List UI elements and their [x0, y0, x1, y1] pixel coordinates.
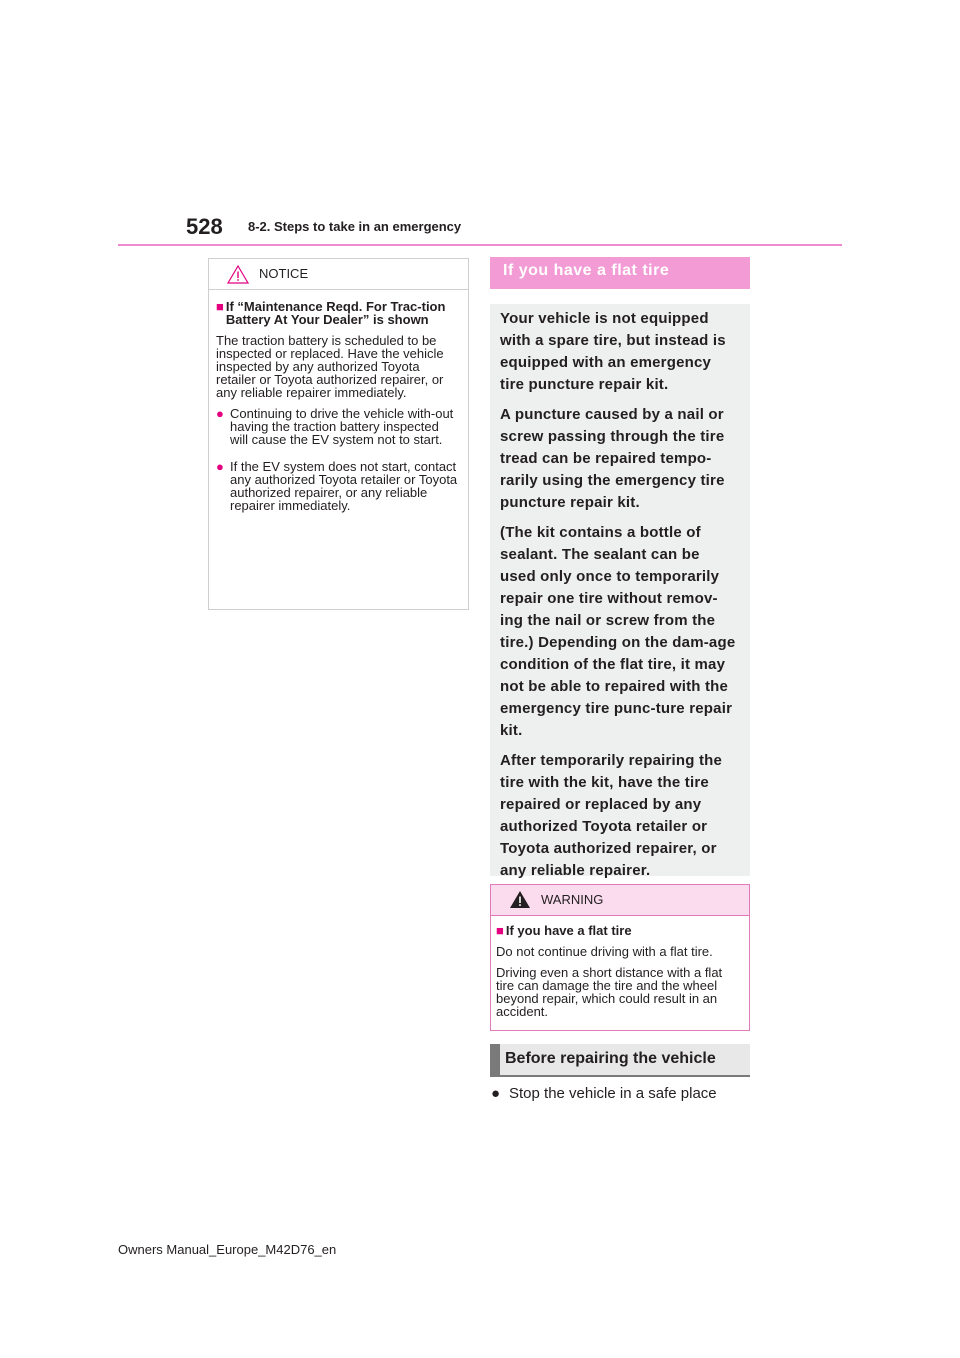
- footer-doc-id: Owners Manual_Europe_M42D76_en: [118, 1242, 337, 1257]
- notice-paragraph: The traction battery is scheduled to be inspected or replaced. Have the vehicle inspected by any authorized Toyota retailer or Toyota authorized repairer, or any reliable repairer immediately.: [216, 333, 444, 400]
- warning-title: WARNING: [541, 892, 604, 907]
- before-repair-heading: Before repairing the vehicle: [490, 1044, 750, 1077]
- header-rule: [118, 244, 842, 246]
- notice-header: [209, 259, 468, 290]
- notice-box: [208, 258, 469, 610]
- warning-header: [491, 885, 749, 916]
- round-bullet-icon: ●: [216, 459, 224, 474]
- info-paragraph: After temporarily repairing the tire with the kit, have the tire repaired or replaced by any authorized Toyota retailer or Toyota authorized repairer, or any reliable repairer.: [500, 752, 723, 879]
- notice-bullet: ● If the EV system does not start, contact any authorized Toyota retailer or Toyota authorized repairer, or any reliable repairer immediately.: [216, 459, 458, 513]
- warning-triangle-icon: [509, 890, 531, 909]
- notice-heading: ■ If “Maintenance Reqd. For Trac-tion Battery At Your Dealer” is shown: [216, 299, 446, 327]
- flat-tire-banner: If you have a flat tire: [490, 257, 750, 289]
- square-bullet-icon: ■: [216, 299, 224, 314]
- info-paragraph: A puncture caused by a nail or screw passing through the tire tread can be repaired tempo-rarily using the emergency tire puncture repair kit.: [500, 406, 725, 511]
- info-paragraph: Your vehicle is not equipped with a spare tire, but instead is equipped with an emergency tire puncture repair kit.: [500, 310, 726, 393]
- info-paragraph: (The kit contains a bottle of sealant. The sealant can be used only once to temporarily repair one tire without remov-ing the nail or screw from the tire.) Depending on the dam-age condition of the flat tire, it may not be able to repaired with the emergency tire punc-ture repair kit.: [500, 524, 736, 739]
- warning-heading: ■ If you have a flat tire: [496, 923, 632, 938]
- round-bullet-icon: ●: [216, 406, 224, 421]
- caution-triangle-icon: [227, 265, 249, 284]
- page-number: 528: [186, 214, 223, 239]
- round-bullet-icon: ●: [491, 1085, 501, 1102]
- notice-bullet: ● Continuing to drive the vehicle with-out having the traction battery inspected will cause the EV system not to start.: [216, 406, 454, 447]
- before-repair-bullet: ● Stop the vehicle in a safe place: [491, 1085, 717, 1102]
- square-bullet-icon: ■: [496, 923, 504, 938]
- warning-box: [490, 884, 750, 1031]
- flat-tire-info-box: [490, 304, 750, 879]
- section-title: 8-2. Steps to take in an emergency: [248, 219, 462, 234]
- warning-paragraph: Do not continue driving with a flat tire.: [496, 944, 713, 959]
- warning-paragraph: Driving even a short distance with a flat tire can damage the tire and the wheel beyond repair, which could result in an accident.: [496, 965, 723, 1019]
- notice-title: NOTICE: [259, 266, 309, 281]
